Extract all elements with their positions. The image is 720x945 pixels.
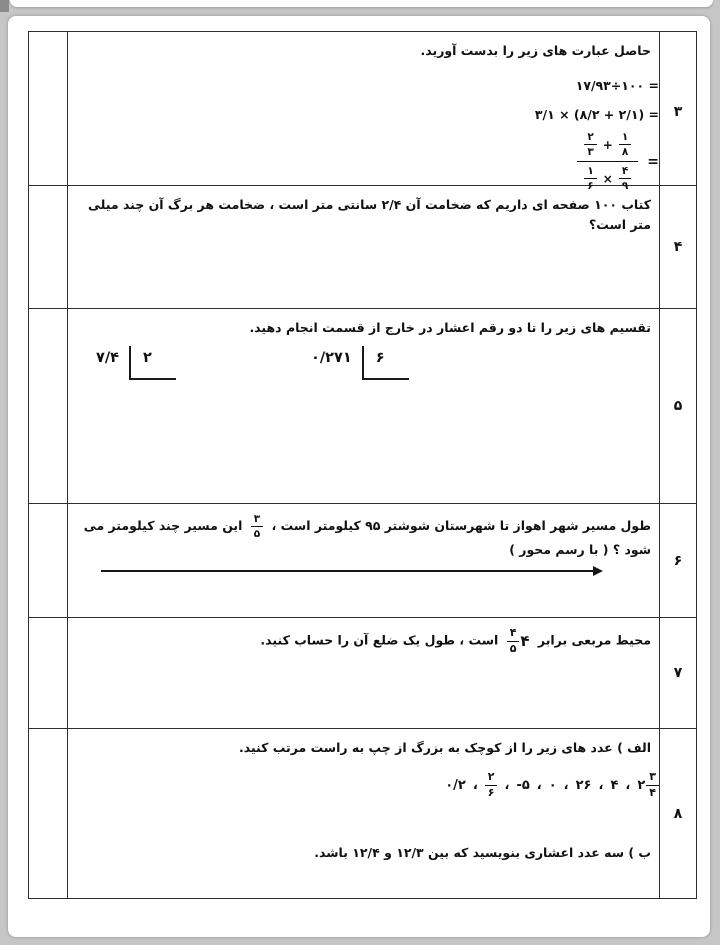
question-8-content bbox=[68, 729, 659, 898]
comma: ، bbox=[563, 777, 569, 793]
question-row-7 bbox=[29, 617, 696, 728]
question-4-number: ۴ bbox=[659, 186, 696, 308]
score-cell bbox=[29, 618, 68, 728]
q3-compound-fraction bbox=[577, 131, 659, 192]
question-3-content bbox=[68, 32, 659, 192]
question-row-6 bbox=[29, 503, 696, 617]
question-7-content bbox=[68, 618, 659, 728]
fraction: ۱ ۶ bbox=[584, 165, 596, 192]
question-row-3 bbox=[29, 32, 696, 193]
q8-number-list bbox=[445, 771, 659, 799]
previous-card-edge bbox=[10, 0, 713, 7]
dividend: ۷/۴ bbox=[96, 350, 119, 366]
question-7-number: ۷ bbox=[659, 618, 696, 728]
multiply-operator: × bbox=[602, 171, 613, 186]
question-row-5 bbox=[29, 308, 696, 503]
question-4-title: کتاب ۱۰۰ صفحه ای داریم که ضخامت آن ۲/۴ سانتی متر است ، ضخامت هر برگ آن چند میلی متر است؟ bbox=[88, 197, 651, 232]
question-6-number: ۶ bbox=[659, 504, 696, 617]
list-item: ۰/۲ bbox=[445, 777, 466, 793]
score-cell bbox=[29, 32, 68, 192]
divisor-bracket: ۲ bbox=[129, 346, 176, 380]
fraction: ۴ ۹ bbox=[619, 165, 631, 192]
exam-table bbox=[28, 31, 697, 899]
dividend: ۰/۲۷۱ bbox=[311, 350, 352, 366]
photo-edge-fragment bbox=[0, 0, 9, 12]
q3-expression-1: ۱۷/۹۳÷۱۰۰ = bbox=[575, 78, 659, 93]
comma: ، bbox=[625, 777, 631, 793]
question-6-content bbox=[68, 504, 659, 617]
comma: ، bbox=[472, 777, 478, 793]
question-8-number: ۸ bbox=[659, 729, 696, 898]
score-cell bbox=[29, 186, 68, 308]
score-cell bbox=[29, 309, 68, 503]
question-8-part-a: الف ) عدد های زیر را از کوچک به بزرگ از چپ به راست مرتب کنید. bbox=[238, 740, 651, 755]
question-3-title: حاصل عبارت های زیر را بدست آورید. bbox=[420, 43, 651, 58]
list-item: ۰ bbox=[548, 777, 557, 793]
exam-page bbox=[8, 16, 710, 937]
question-5-content bbox=[68, 309, 659, 503]
inline-fraction: ۳ ۵ bbox=[251, 513, 263, 540]
fraction: ۱ ۸ bbox=[619, 131, 631, 158]
score-cell bbox=[29, 504, 68, 617]
divisor-bracket: ۶ bbox=[362, 346, 409, 380]
q3-expression-2: ۳/۱ × (۸/۲ + ۲/۱) = bbox=[534, 107, 659, 122]
question-row-8 bbox=[29, 728, 696, 898]
question-row-4 bbox=[29, 185, 696, 308]
fraction: ۲ ۶ bbox=[485, 771, 498, 799]
comma: ، bbox=[536, 777, 542, 793]
score-cell bbox=[29, 729, 68, 898]
question-5-number: ۵ bbox=[659, 309, 696, 503]
equals-sign: = bbox=[647, 153, 659, 170]
number-line-arrow bbox=[101, 570, 601, 572]
question-8-part-b: ب ) سه عدد اعشاری بنویسید که بین ۱۲/۳ و ۱۲/۴ باشد. bbox=[314, 845, 651, 861]
plus-operator: + bbox=[602, 137, 613, 152]
comma: ، bbox=[504, 777, 510, 793]
list-item: -۵ bbox=[516, 777, 530, 793]
question-4-content bbox=[68, 186, 659, 308]
question-6-title: طول مسیر شهر اهواز تا شهرستان شوشتر ۹۵ کیلومتر است ، ۳ ۵ این مسیر چند کیلومتر می شود ؟ ( با رسم محور ) bbox=[83, 513, 651, 558]
list-item: ۴ bbox=[610, 777, 619, 793]
question-5-title: تقسیم های زیر را تا دو رقم اعشار در خارج از قسمت انجام دهید. bbox=[249, 320, 651, 335]
question-7-title: محیط مربعی برابر ۴ ۴ ۵ است ، طول یک ضلع آن را حساب کنید. bbox=[260, 626, 651, 655]
long-division-left bbox=[96, 346, 176, 380]
compound-fraction-numerator bbox=[577, 131, 638, 162]
mixed-number: ۲ ۳ ۴ bbox=[637, 771, 659, 799]
comma: ، bbox=[598, 777, 604, 793]
mixed-number: ۴ ۴ ۵ bbox=[507, 627, 530, 655]
fraction: ۲ ۳ bbox=[584, 131, 596, 158]
list-item: ۲۶ bbox=[575, 777, 592, 793]
long-division-right bbox=[311, 346, 409, 380]
question-3-number: ۳ bbox=[659, 32, 696, 192]
